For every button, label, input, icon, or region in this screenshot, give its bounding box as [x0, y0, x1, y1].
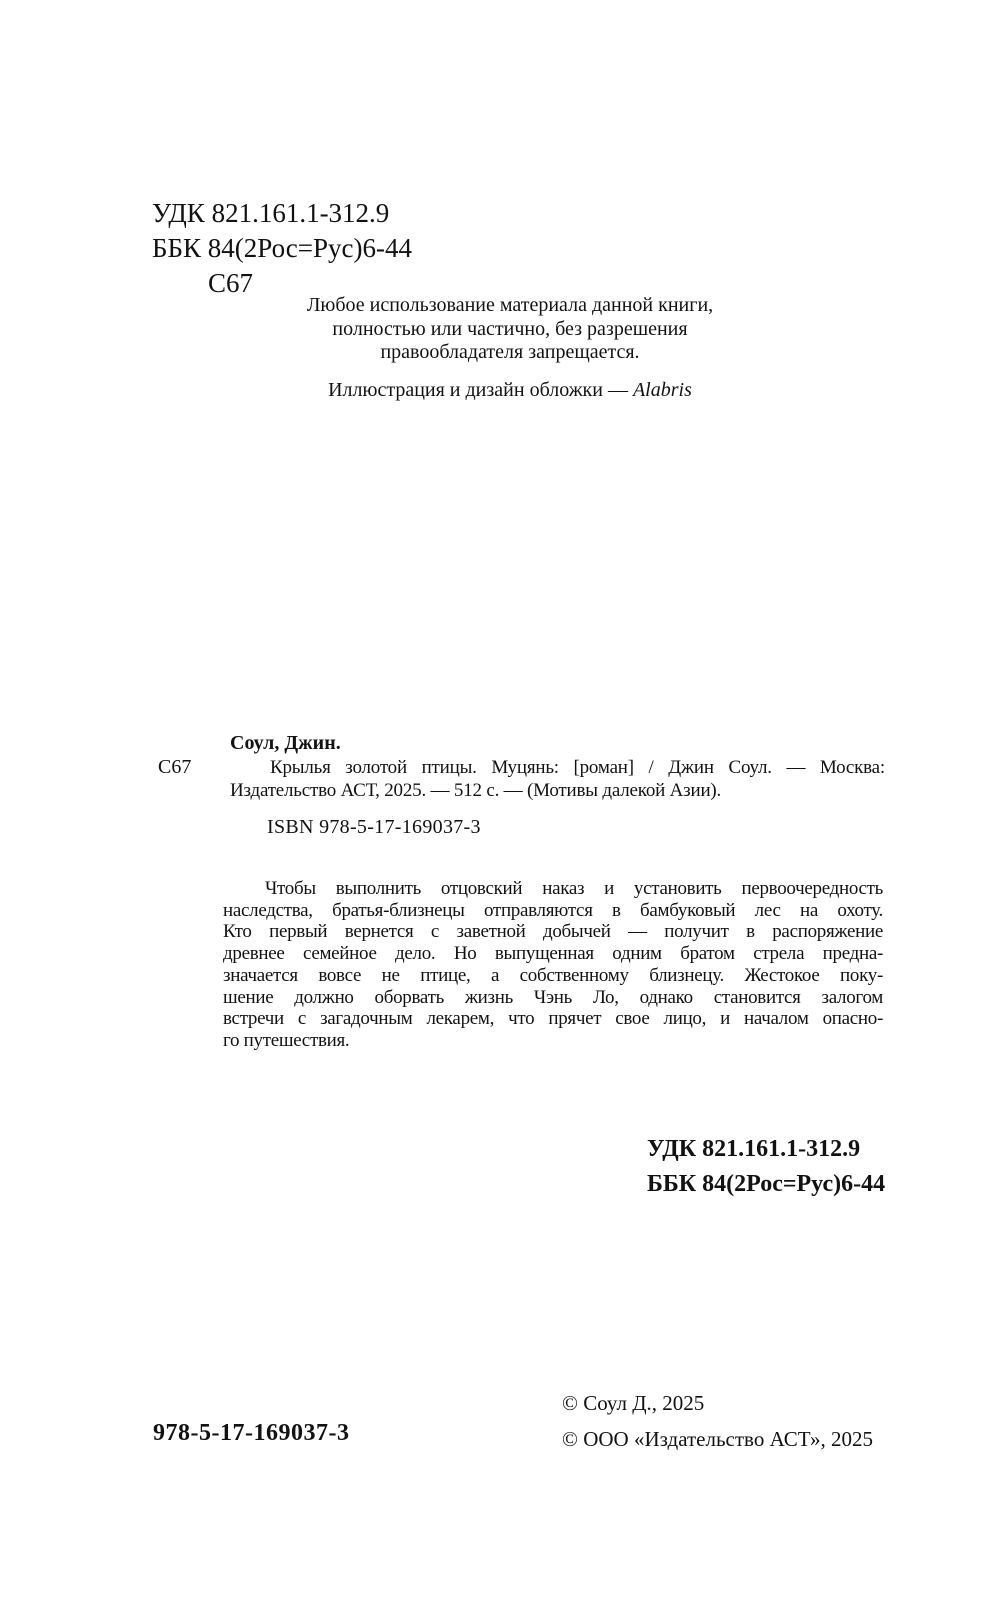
annotation-line: встречи с загадочным лекарем, что прячет свое лицо, и началом опасно-	[223, 1008, 883, 1030]
annotation-line: Кто первый вернется с заветной добычей — получит в распоряжение	[223, 921, 883, 943]
author-sign-code: С67	[208, 268, 254, 298]
catalog-description	[230, 756, 885, 802]
catalog-description-line: Крылья золотой птицы. Муцянь: [роман] / Джин Соул. — Москва:	[270, 757, 885, 778]
bbk-code: ББК 84(2Рос=Рус)6-44	[152, 233, 412, 263]
annotation-line: значается вовсе не птице, а собственному близнецу. Жестокое поку-	[223, 964, 883, 986]
credit-prefix: Иллюстрация и дизайн обложки —	[328, 379, 633, 401]
isbn-line: ISBN 978-5-17-169037-3	[267, 816, 481, 838]
annotation-line: наследства, братья-близнецы отправляются в бамбуковый лес на охоту.	[223, 899, 883, 921]
bottom-bibliographic-codes	[647, 1132, 885, 1202]
udk-code-bottom: УДК 821.161.1-312.9	[647, 1136, 861, 1162]
copyright-author-line: © Соул Д., 2025	[562, 1391, 705, 1415]
legal-notice	[230, 294, 790, 365]
designer-name: Alabris	[632, 379, 692, 401]
annotation-line: го путешествия.	[223, 1029, 350, 1051]
cover-design-credit	[230, 379, 790, 402]
catalog-code: С67	[158, 756, 192, 778]
legal-notice-line: правообладателя запрещается.	[380, 341, 640, 363]
annotation-line: древнее семейное дело. Но выпущенная одним братом стрела предна-	[223, 943, 883, 965]
copyright-publisher-line: © ООО «Издательство АСТ», 2025	[562, 1426, 873, 1451]
footer-isbn-number: 978-5-17-169037-3	[153, 1420, 350, 1446]
annotation-line: шение должно оборвать жизнь Чэнь Ло, однако становится залогом	[223, 986, 883, 1008]
annotation-line: Чтобы выполнить отцовский наказ и установить первоочередность	[265, 878, 883, 899]
annotation-paragraph	[223, 878, 883, 1052]
legal-notice-line: Любое использование материала данной книги,	[306, 294, 714, 316]
legal-notice-line: полностью или частично, без разрешения	[332, 317, 688, 340]
udk-code: УДК 821.161.1-312.9	[152, 198, 390, 228]
catalog-description-line: Издательство АСТ, 2025. — 512 с. — (Мотивы далекой Азии).	[230, 780, 722, 801]
bbk-code-bottom: ББК 84(2Рос=Рус)6-44	[647, 1171, 886, 1197]
catalog-author: Соул, Джин.	[230, 732, 341, 754]
copyright-block	[562, 1386, 873, 1457]
top-bibliographic-codes	[152, 196, 412, 301]
